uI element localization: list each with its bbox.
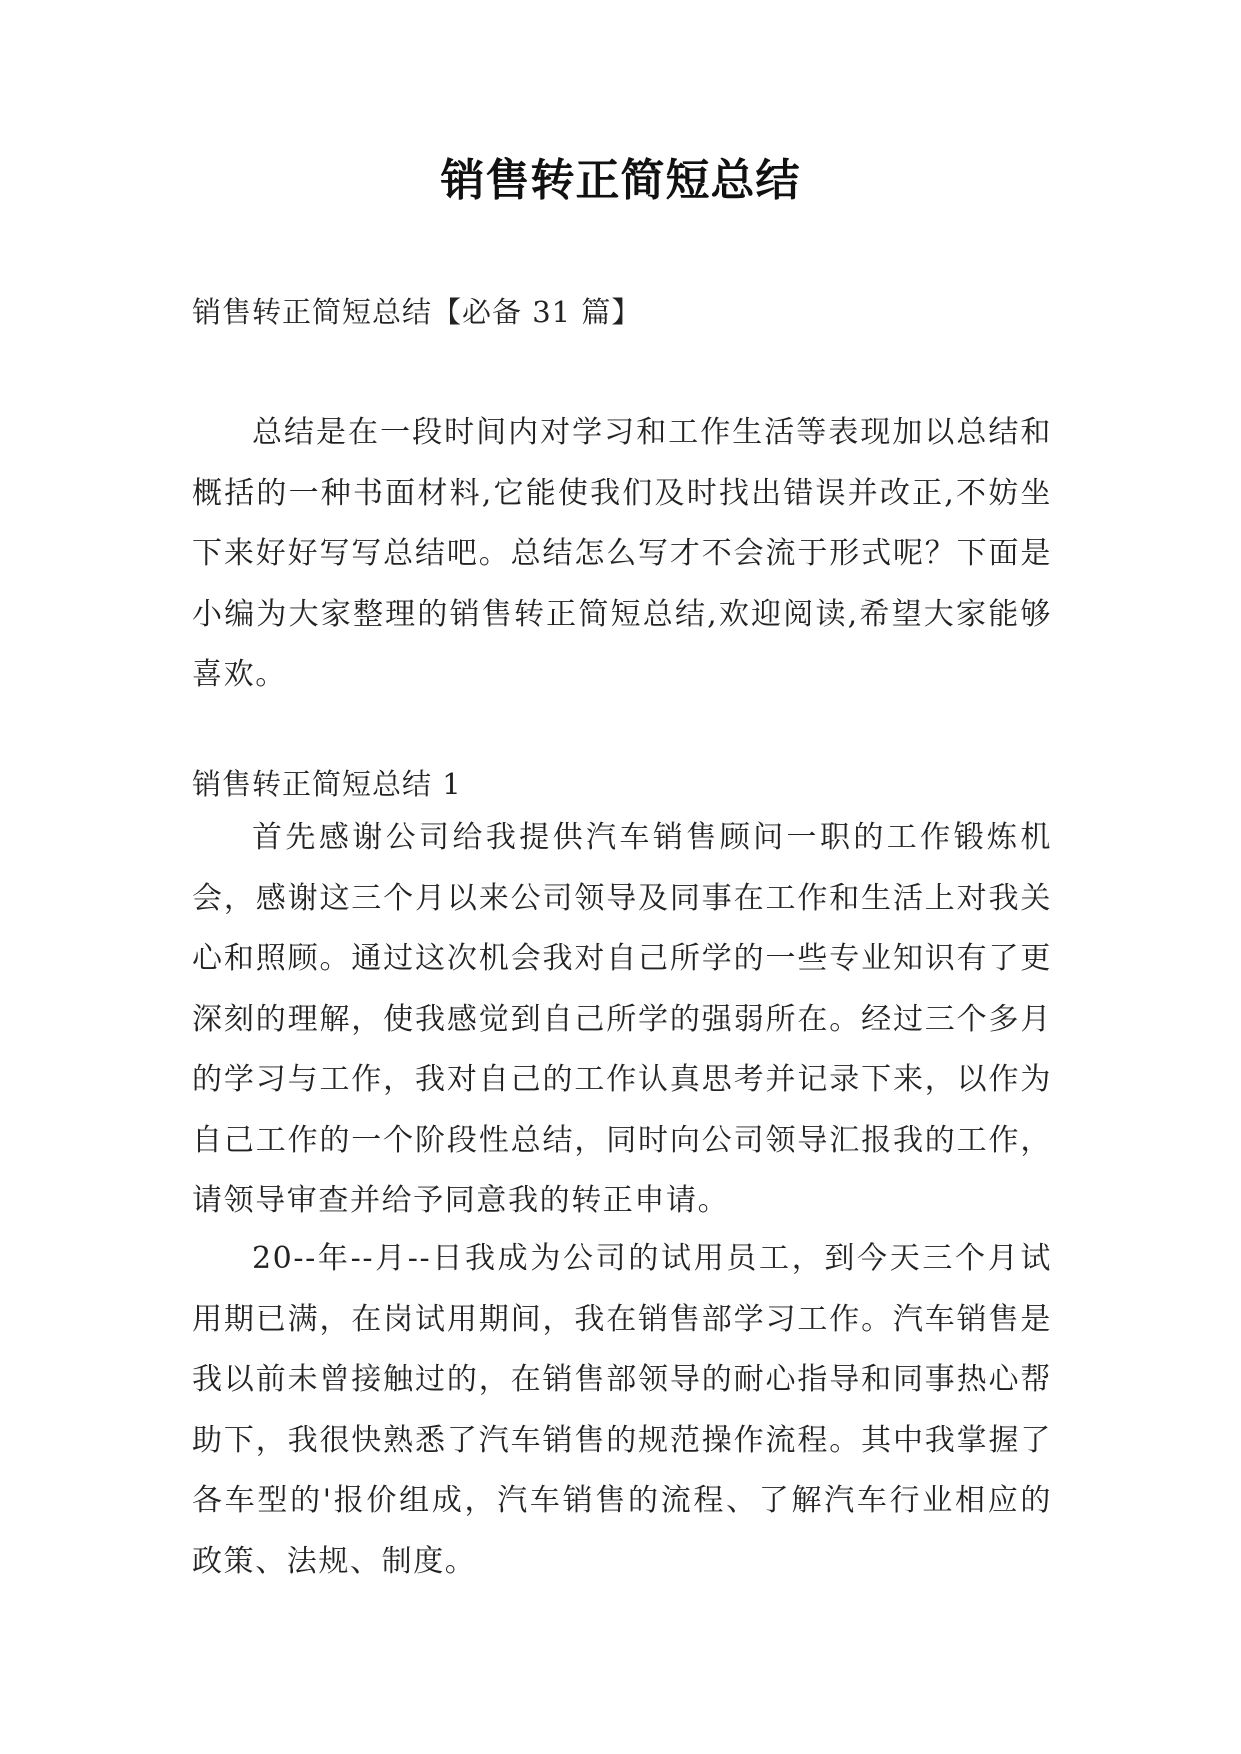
body-paragraph: 20--年--月--日我成为公司的试用员工，到今天三个月试用期已满，在岗试用期间，我在销售部学习工作。汽车销售是我以前未曾接触过的，在销售部领导的耐心指导和同事热心帮助下，我很快熟悉了汽车销售的规范操作流程。其中我掌握了各车型的'报价组成，汽车销售的流程、了解汽车行业相应的政策、法规、制度。 xyxy=(192,1241,1052,1579)
document-title: 销售转正简短总结 xyxy=(440,155,801,206)
document-subtitle: 销售转正简短总结【必备 31 篇】 xyxy=(192,295,642,329)
section-heading: 销售转正简短总结 1 xyxy=(192,767,462,801)
body-paragraph: 首先感谢公司给我提供汽车销售顾问一职的工作锻炼机会，感谢这三个月以来公司领导及同事在工作和生活上对我关心和照顾。通过这次机会我对自己所学的一些专业知识有了更深刻的理解，使我感觉到自己所学的强弱所在。经过三个多月的学习与工作，我对自己的工作认真思考并记录下来，以作为自己工作的一个阶段性总结，同时向公司领导汇报我的工作，请领导审查并给予同意我的转正申请。 xyxy=(192,820,1052,1218)
intro-paragraph: 总结是在一段时间内对学习和工作生活等表现加以总结和概括的一种书面材料,它能使我们及时找出错误并改正,不妨坐下来好好写写总结吧。总结怎么写才不会流于形式呢？下面是小编为大家整理的销售转正简短总结,欢迎阅读,希望大家能够喜欢。 xyxy=(192,415,1052,692)
